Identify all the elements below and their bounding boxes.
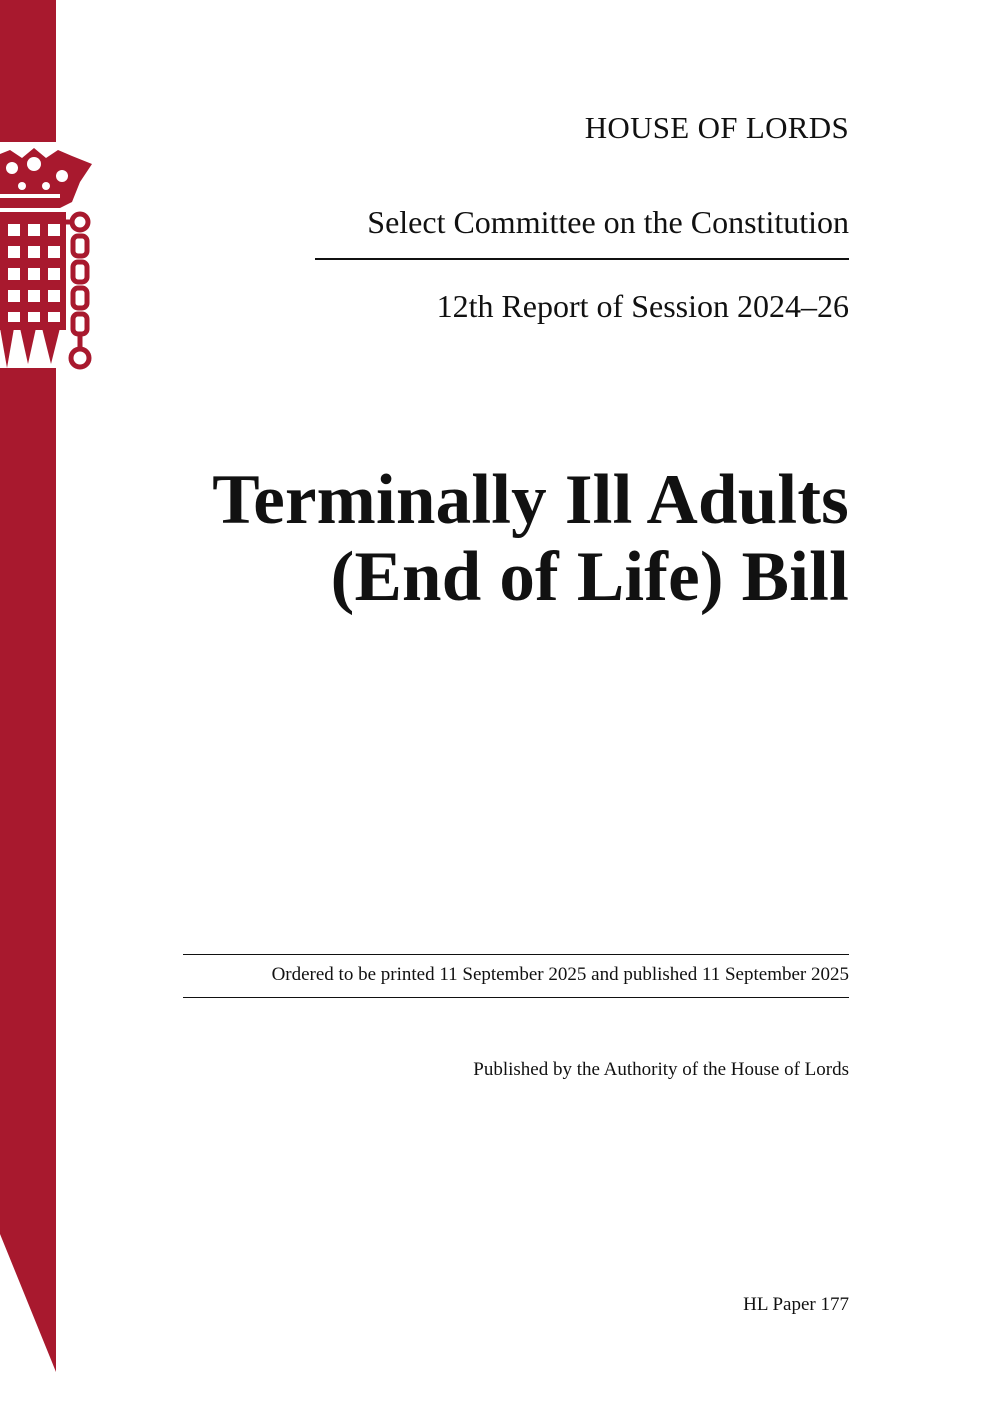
portcullis-icon xyxy=(0,142,96,374)
report-title-line-1: Terminally Ill Adults xyxy=(212,461,849,539)
report-session: 12th Report of Session 2024–26 xyxy=(436,288,849,324)
print-date-line: Ordered to be printed 11 September 2025 and published 11 September 2025 xyxy=(271,964,849,985)
house-name: HOUSE OF LORDS xyxy=(584,110,849,145)
divider xyxy=(183,954,849,955)
committee-name: Select Committee on the Constitution xyxy=(367,204,849,240)
paper-number: HL Paper 177 xyxy=(743,1294,849,1315)
report-title-line-2: (End of Life) Bill xyxy=(330,538,849,616)
divider xyxy=(183,997,849,998)
report-title xyxy=(212,462,849,616)
divider xyxy=(315,258,849,260)
publisher-line: Published by the Authority of the House of Lords xyxy=(473,1059,849,1080)
